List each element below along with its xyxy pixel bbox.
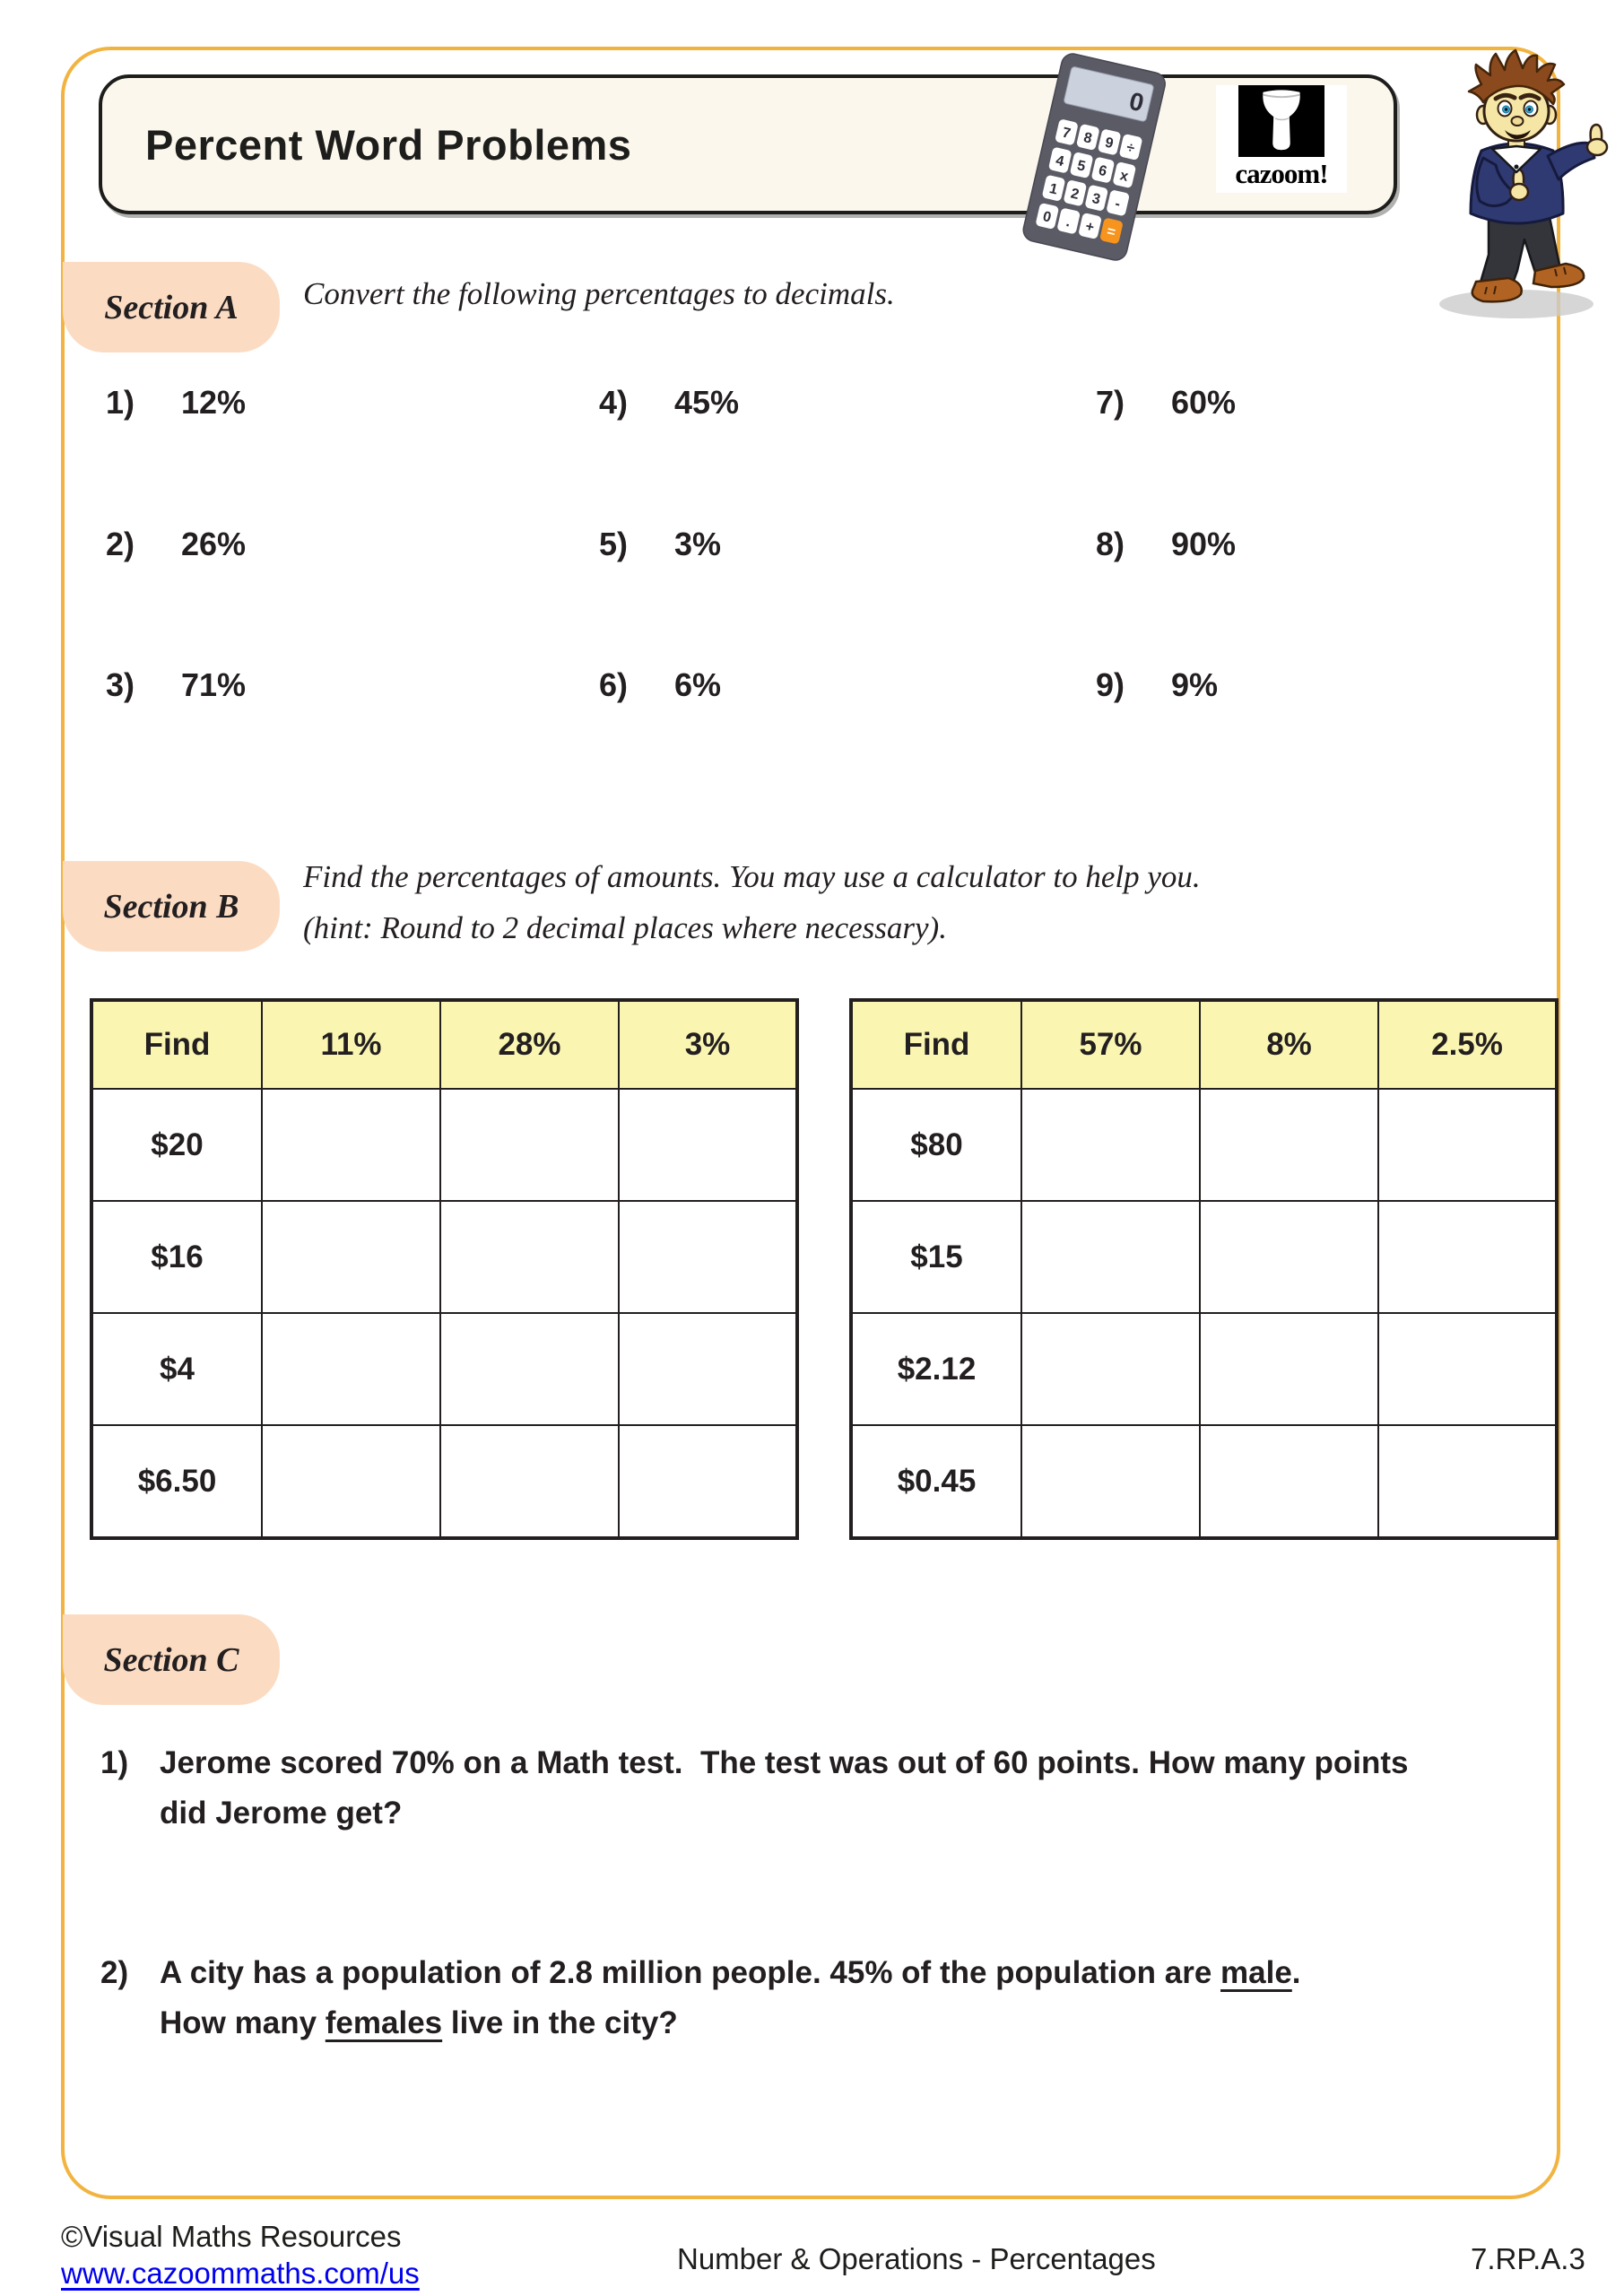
calc-button: 8 (1081, 130, 1094, 147)
answer-cell (1378, 1089, 1557, 1201)
row-label-cell: $4 (91, 1313, 262, 1425)
section-b-instruction-line2: (hint: Round to 2 decimal places where necessary). (303, 910, 947, 945)
table-row (91, 1089, 797, 1201)
calc-equals-button: = (1105, 223, 1117, 241)
row-label-cell: $2.12 (851, 1313, 1021, 1425)
calc-button: x (1118, 168, 1130, 185)
answer-cell (1378, 1313, 1557, 1425)
answer-cell (1200, 1089, 1378, 1201)
problem-a5 (599, 526, 721, 563)
drum-icon (1238, 85, 1324, 157)
problem-number: 5) (599, 526, 629, 562)
problem-number: 1) (106, 384, 135, 421)
answer-cell (1021, 1201, 1200, 1313)
thumb-up (1591, 125, 1602, 140)
calc-button: 3 (1090, 190, 1102, 208)
answer-cell (619, 1313, 797, 1425)
hand (1510, 184, 1528, 200)
table-header-cell: Find (851, 1000, 1021, 1089)
problem-text: Jerome scored 70% on a Math test. The test was out of 60 points. How many points did Jerome get? (160, 1745, 1409, 1831)
problem-a6 (599, 666, 721, 704)
calculator-icon (994, 25, 1194, 291)
answer-cell (440, 1201, 619, 1313)
underlined-word: females (325, 2005, 443, 2040)
problem-number: 6) (599, 666, 629, 703)
problem-number: 9) (1096, 666, 1125, 703)
problem-number: 2) (106, 526, 135, 562)
table-header-cell: 3% (619, 1000, 797, 1089)
answer-cell (262, 1201, 440, 1313)
problem-text: A city has a population of 2.8 million people. 45% of the population are male. How many females live in the city? (160, 1955, 1301, 2040)
section-b-instruction-line1: Find the percentages of amounts. You may use a calculator to help you. (303, 859, 1201, 894)
hand (1587, 139, 1607, 155)
footer-category: Number & Operations - Percentages (677, 2242, 1156, 2275)
calc-button: 5 (1075, 158, 1087, 175)
answer-cell (1200, 1313, 1378, 1425)
problem-number: 3) (106, 666, 135, 703)
problem-number: 2) (100, 1955, 129, 1990)
table-row (91, 1425, 797, 1538)
word-problem-2 (100, 1948, 1301, 2048)
calculator-display-value: 0 (1126, 86, 1147, 117)
problem-a2 (106, 526, 246, 563)
row-label-cell: $15 (851, 1201, 1021, 1313)
table-header-cell: 11% (262, 1000, 440, 1089)
answer-cell (262, 1313, 440, 1425)
row-label-cell: $20 (91, 1089, 262, 1201)
problem-a1 (106, 384, 246, 422)
section-b-label: Section B (63, 861, 280, 952)
footer-standard: 7.RP.A.3 (1471, 2242, 1585, 2275)
table-header-cell: 2.5% (1378, 1000, 1557, 1089)
answer-cell (619, 1201, 797, 1313)
answer-cell (1378, 1425, 1557, 1538)
table-header-cell: 28% (440, 1000, 619, 1089)
problem-value: 45% (674, 384, 740, 421)
table-row (851, 1313, 1557, 1425)
problem-value: 12% (181, 384, 247, 421)
problem-a7 (1096, 384, 1236, 422)
answer-cell (1200, 1201, 1378, 1313)
calc-button: 6 (1097, 162, 1108, 180)
problem-value: 3% (674, 526, 722, 562)
shoe (1472, 278, 1522, 301)
answer-cell (440, 1425, 619, 1538)
calc-button: 9 (1103, 135, 1116, 152)
calc-button: 2 (1069, 186, 1081, 204)
problem-value: 9% (1171, 666, 1219, 703)
problem-value: 60% (1171, 384, 1237, 421)
row-label-cell: $16 (91, 1201, 262, 1313)
answer-cell (440, 1089, 619, 1201)
problem-a9 (1096, 666, 1218, 704)
calc-button: 1 (1047, 180, 1059, 198)
section-a-instruction: Convert the following percentages to decimals. (303, 276, 895, 311)
row-label-cell: $80 (851, 1089, 1021, 1201)
word-problem-1 (100, 1738, 1409, 1839)
page-title: Percent Word Problems (145, 120, 632, 169)
answer-cell (440, 1313, 619, 1425)
problem-value: 6% (674, 666, 722, 703)
percent-table-left (90, 998, 799, 1540)
section-c-label: Section C (63, 1614, 280, 1705)
footer-copyright: ©Visual Maths Resources (61, 2220, 402, 2253)
problem-a8 (1096, 526, 1236, 563)
table-header-cell: 57% (1021, 1000, 1200, 1089)
table-row (91, 1313, 797, 1425)
answer-cell (619, 1425, 797, 1538)
answer-cell (1200, 1425, 1378, 1538)
table-row (851, 1425, 1557, 1538)
calc-button: 4 (1054, 152, 1066, 170)
percent-table-right (849, 998, 1559, 1540)
calc-button: + (1083, 219, 1096, 236)
calc-button: - (1113, 196, 1122, 213)
table-row (851, 1201, 1557, 1313)
row-label-cell: $6.50 (91, 1425, 262, 1538)
nose (1512, 117, 1524, 126)
problem-number: 4) (599, 384, 629, 421)
answer-cell (1021, 1089, 1200, 1201)
table-header-cell: 8% (1200, 1000, 1378, 1089)
section-a-label: Section A (63, 262, 280, 352)
answer-cell (1021, 1313, 1200, 1425)
table-row (851, 1089, 1557, 1201)
row-label-cell: $0.45 (851, 1425, 1021, 1538)
cazoom-logo (1216, 85, 1347, 193)
problem-number: 7) (1096, 384, 1125, 421)
table-row (91, 1201, 797, 1313)
table-header-cell: Find (91, 1000, 262, 1089)
calc-button: 0 (1041, 209, 1053, 226)
answer-cell (1378, 1201, 1557, 1313)
problem-value: 90% (1171, 526, 1237, 562)
calc-button: 7 (1060, 125, 1073, 143)
problem-number: 1) (100, 1745, 129, 1780)
logo-text: cazoom! (1235, 158, 1328, 189)
calc-button: . (1064, 214, 1073, 230)
answer-cell (262, 1425, 440, 1538)
underlined-word: male (1220, 1955, 1292, 1990)
boy-character-illustration (1424, 47, 1614, 326)
footer-link[interactable]: www.cazoommaths.com/us (61, 2257, 420, 2290)
problem-a3 (106, 666, 246, 704)
header-box (99, 74, 1397, 214)
answer-cell (1021, 1425, 1200, 1538)
problem-number: 8) (1096, 526, 1125, 562)
answer-cell (262, 1089, 440, 1201)
problem-value: 26% (181, 526, 247, 562)
problem-a4 (599, 384, 739, 422)
answer-cell (619, 1089, 797, 1201)
calc-button: ÷ (1125, 140, 1136, 157)
problem-value: 71% (181, 666, 247, 703)
